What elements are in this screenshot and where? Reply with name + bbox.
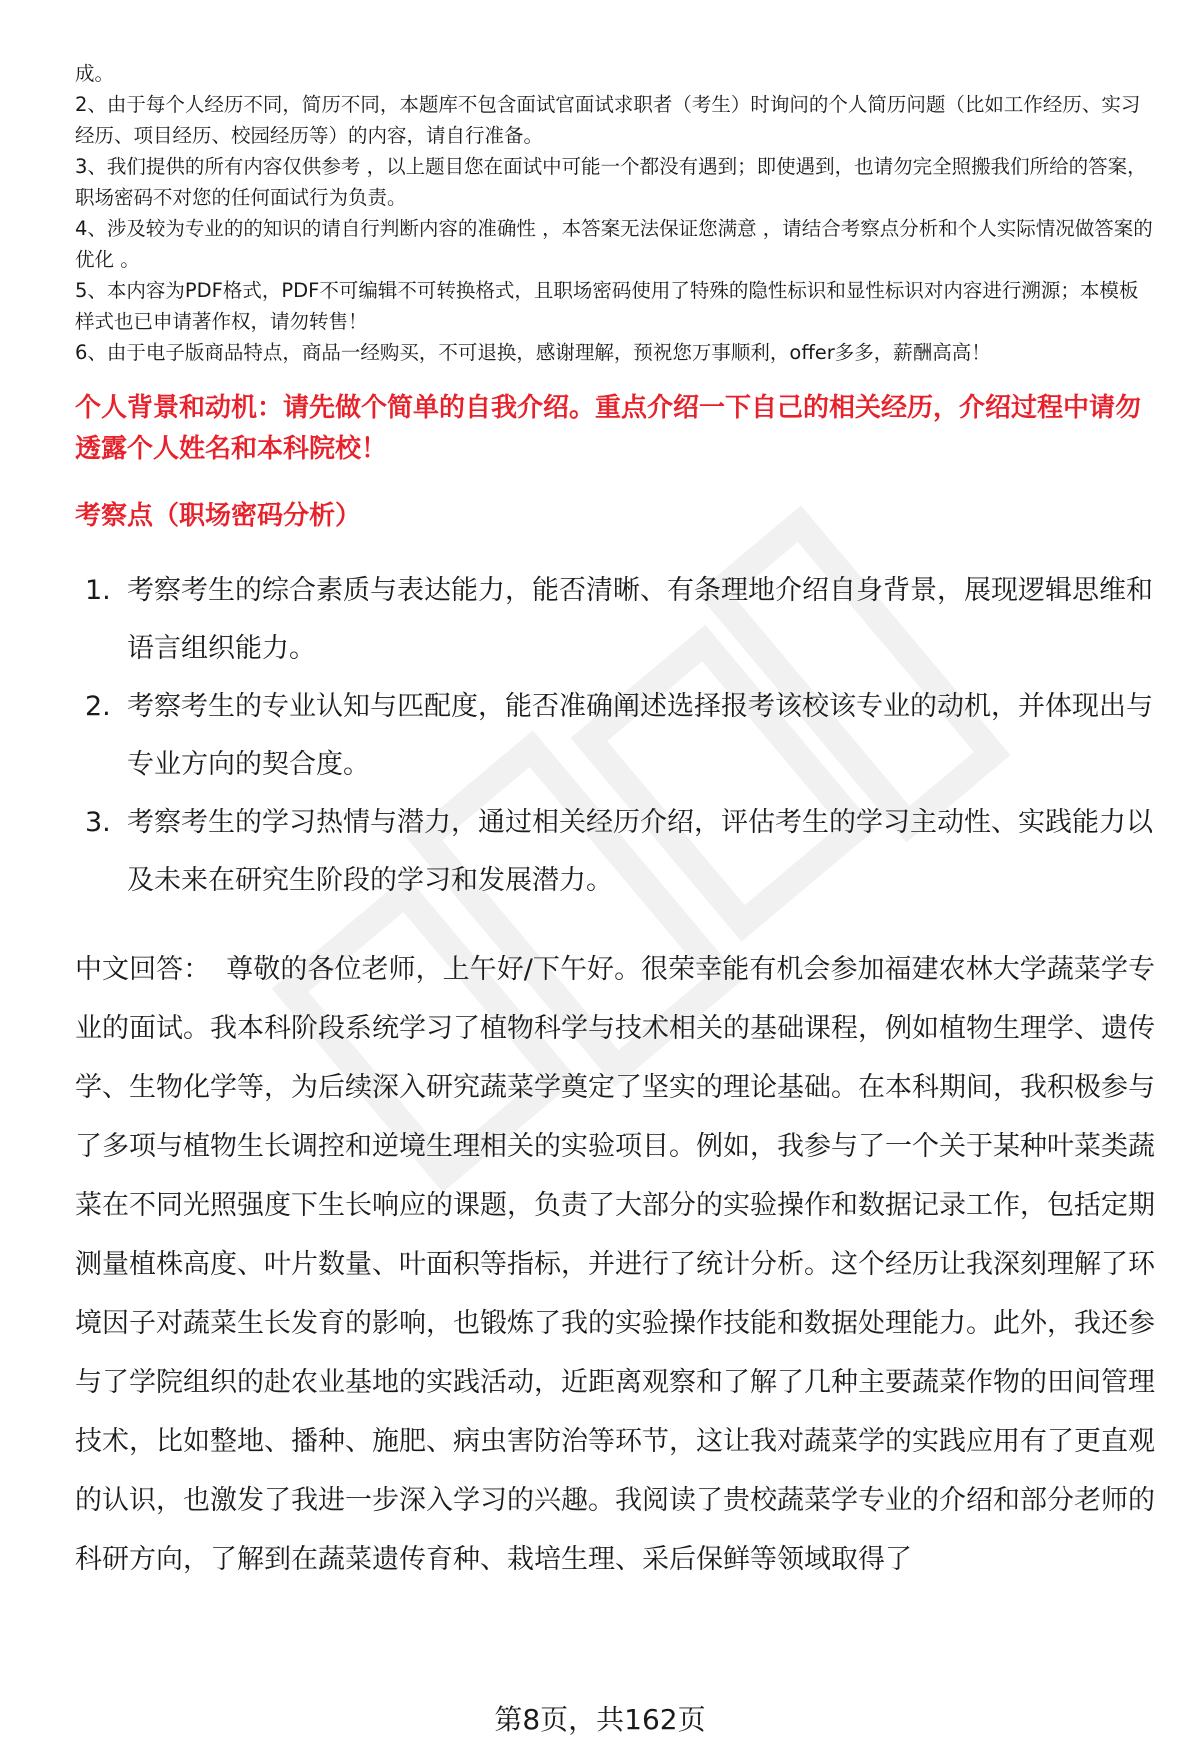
analysis-points-list (75, 562, 1155, 910)
list-item (75, 794, 1155, 910)
note-line: 6、由于电子版商品特点，商品一经购买，不可退换，感谢理解，预祝您万事顺利，offer多多，薪酬高高！ (75, 341, 991, 364)
note-line: 2、由于每个人经历不同，简历不同，本题库不包含面试官面试求职者（考生）时询问的个人简历问题（比如工作经历、实习经历、项目经历、校园经历等）的内容，请自行准备。 (75, 93, 1141, 147)
document-page (75, 58, 1155, 1589)
list-item-number: 2. (85, 691, 111, 722)
chinese-answer (75, 940, 1155, 1589)
note-line: 4、涉及较为专业的的知识的请自行判断内容的准确性 ，本答案无法保证您满意 ，请结合考察点分析和个人实际情况做答案的优化 。 (75, 217, 1153, 271)
list-item-text: 考察考生的学习热情与潜力，通过相关经历介绍，评估考生的学习主动性、实践能力以及未来在研究生阶段的学习和发展潜力。 (127, 807, 1153, 896)
page-number-footer: 第8页，共162页 (494, 1703, 706, 1736)
interview-question: 个人背景和动机：请先做个简单的自我介绍。重点介绍一下自己的相关经历，介绍过程中请勿透露个人姓名和本科院校！ (75, 393, 1142, 464)
list-item-text: 考察考生的专业认知与匹配度，能否准确阐述选择报考该校该专业的动机，并体现出与专业方向的契合度。 (127, 691, 1153, 780)
note-line: 3、我们提供的所有内容仅供参考 ，以上题目您在面试中可能一个都没有遇到；即使遇到，也请勿完全照搬我们所给的答案，职场密码不对您的任何面试行为负责。 (75, 155, 1147, 209)
answer-text: 尊敬的各位老师，上午好/下午好。很荣幸能有机会参加福建农林大学蔬菜学专业的面试。我本科阶段系统学习了植物科学与技术相关的基础课程，例如植物生理学、遗传学、生物化学等，为后续深入研究蔬菜学奠定了坚实的理论基础。在本科期间，我积极参与了多项与植物生长调控和逆境生理相关的实验项目。例如，我参与了一个关于某种叶菜类蔬菜在不同光照强度下生长响应的课题，负责了大部分的实验操作和数据记录工作，包括定期测量植株高度、叶片数量、叶面积等指标，并进行了统计分析。这个经历让我深刻理解了环境因子对蔬菜生长发育的影响，也锻炼了我的实验操作技能和数据处理能力。此外，我还参与了学院组织的赴农业基地的实践活动，近距离观察和了解了几种主要蔬菜作物的田间管理技术，比如整地、播种、施肥、病虫害防治等环节，这让我对蔬菜学的实践应用有了更直观的认识，也激发了我进一步深入学习的兴趣。我阅读了贵校蔬菜学专业的介绍和部分老师的科研方向，了解到在蔬菜遗传育种、栽培生理、采后保鲜等领域取得了 (75, 954, 1155, 1575)
analysis-heading: 考察点（职场密码分析） (75, 501, 362, 531)
list-item-number: 3. (85, 807, 111, 838)
list-item-text: 考察考生的综合素质与表达能力，能否清晰、有条理地介绍自身背景，展现逻辑思维和语言组织能力。 (127, 575, 1153, 664)
list-item (75, 562, 1155, 678)
answer-label: 中文回答： (75, 954, 211, 985)
disclaimer-notes (75, 58, 1155, 368)
note-line: 成。 (75, 62, 115, 85)
note-line: 5、本内容为PDF格式，PDF不可编辑不可转换格式，且职场密码使用了特殊的隐性标识和显性标识对内容进行溯源；本模板样式也已申请著作权，请勿转售！ (75, 279, 1139, 333)
list-item (75, 678, 1155, 794)
list-item-number: 1. (85, 575, 111, 606)
